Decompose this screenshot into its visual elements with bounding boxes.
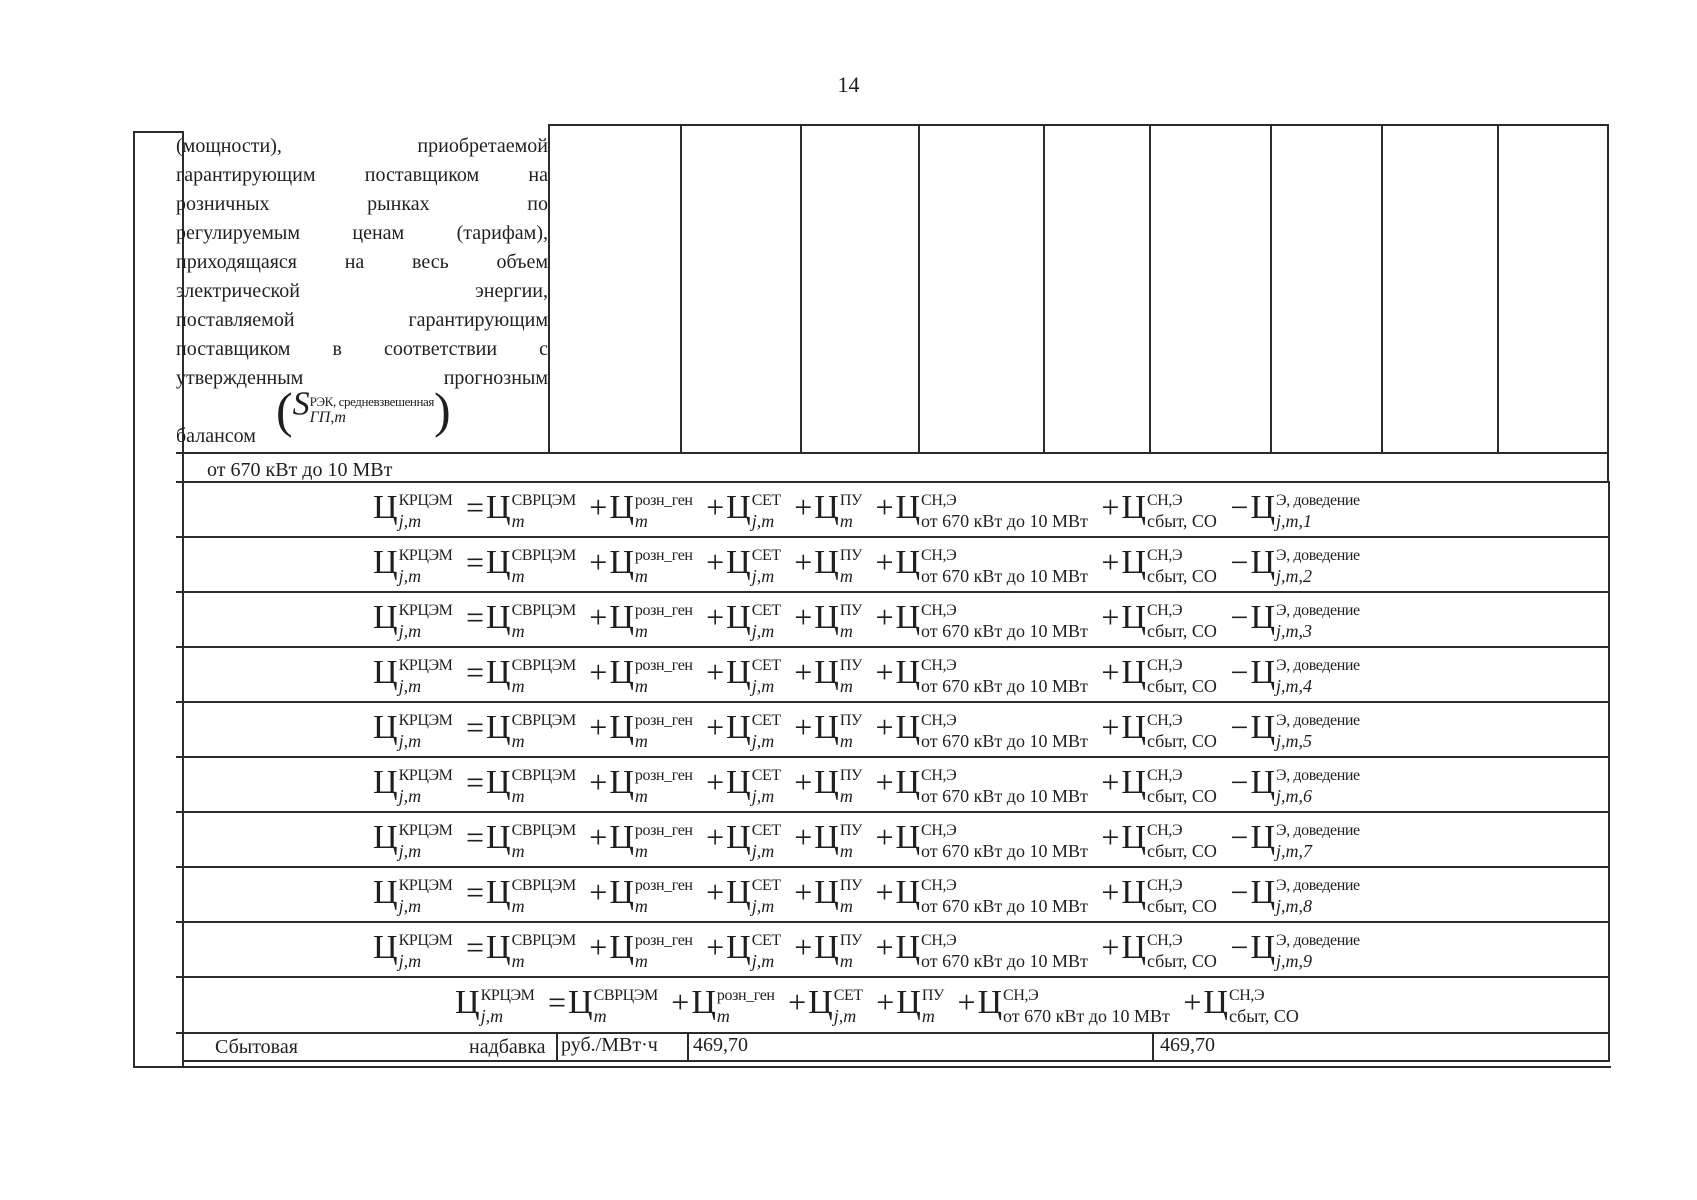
formula-row: Ц КРЦЭМ j,m =Ц СВРЦЭМ m +Ц розн_ген m +Ц СЕТ j,m +Ц ПУ m +Ц СН,Э от 670 кВт до 10 МВт +Ц СН,Э сбыт, СО −Ц Э, доведение j,m,6 xyxy=(373,764,1360,807)
description-line: гарантирующим поставщиком на xyxy=(176,164,548,186)
formula-row: Ц КРЦЭМ j,m =Ц СВРЦЭМ m +Ц розн_ген m +Ц СЕТ j,m +Ц ПУ m +Ц СН,Э от 670 кВт до 10 МВт +Ц СН,Э сбыт, СО −Ц Э, доведение j,m,9 xyxy=(373,929,1360,972)
formula-row: Ц КРЦЭМ j,m =Ц СВРЦЭМ m +Ц розн_ген m +Ц СЕТ j,m +Ц ПУ m +Ц СН,Э от 670 кВт до 10 МВт +Ц СН,Э сбыт, СО −Ц Э, доведение j,m,8 xyxy=(373,874,1360,917)
description-line: поставляемой гарантирующим xyxy=(176,309,548,331)
formula-row: Ц КРЦЭМ j,m =Ц СВРЦЭМ m +Ц розн_ген m +Ц СЕТ j,m +Ц ПУ m +Ц СН,Э от 670 кВт до 10 МВт +Ц СН,Э сбыт, СО −Ц Э, доведение j,m,3 xyxy=(373,599,1360,642)
markup-value: 469,70 xyxy=(1160,1034,1215,1056)
formula-row: Ц КРЦЭМ j,m =Ц СВРЦЭМ m +Ц розн_ген m +Ц СЕТ j,m +Ц ПУ m +Ц СН,Э от 670 кВт до 10 МВт +Ц СН,Э сбыт, СО −Ц Э, доведение j,m,4 xyxy=(373,654,1360,697)
lhs-symbol: Ц xyxy=(373,489,398,526)
description-last-word: балансом xyxy=(176,425,256,447)
section-label: от 670 кВт до 10 МВт xyxy=(207,459,393,481)
lhs-symbol: Ц xyxy=(373,764,398,801)
markup-value: 469,70 xyxy=(693,1034,748,1056)
tariff-description xyxy=(176,132,548,453)
lhs-symbol: Ц xyxy=(373,819,398,856)
description-line: электрической энергии, xyxy=(176,280,548,302)
formula-row: Ц КРЦЭМ j,m =Ц СВРЦЭМ m +Ц розн_ген m +Ц СЕТ j,m +Ц ПУ m +Ц СН,Э от 670 кВт до 10 МВт +Ц СН,Э сбыт, СО −Ц Э, доведение j,m,1 xyxy=(373,489,1360,532)
lhs-symbol: Ц xyxy=(455,984,480,1021)
description-line: приходящаяся на весь объем xyxy=(176,251,548,273)
lhs-symbol: Ц xyxy=(373,929,398,966)
description-line: (мощности), приобретаемой xyxy=(176,135,548,157)
description-line: поставщиком в соответствии с xyxy=(176,338,548,360)
description-line: розничных рынках по xyxy=(176,193,548,215)
formula-row: Ц КРЦЭМ j,m =Ц СВРЦЭМ m +Ц розн_ген m +Ц СЕТ j,m +Ц ПУ m +Ц СН,Э от 670 кВт до 10 МВт +Ц СН,Э сбыт, СО −Ц Э, доведение j,m,7 xyxy=(373,819,1360,862)
lhs-symbol: Ц xyxy=(373,544,398,581)
description-last-line xyxy=(176,382,548,453)
markup-label-left: Сбытовая xyxy=(215,1036,298,1058)
lhs-symbol: Ц xyxy=(373,599,398,636)
description-line: утвержденным прогнозным xyxy=(176,367,548,389)
description-line: регулируемым ценам (тарифам), xyxy=(176,222,548,244)
page-number: 14 xyxy=(837,72,860,97)
formula-row: Ц КРЦЭМ j,m =Ц СВРЦЭМ m +Ц розн_ген m +Ц СЕТ j,m +Ц ПУ m +Ц СН,Э от 670 кВт до 10 МВт +Ц СН,Э сбыт, СО −Ц Э, доведение j,m,5 xyxy=(373,709,1360,752)
lhs-symbol: Ц xyxy=(373,709,398,746)
markup-unit: руб./МВт·ч xyxy=(561,1034,658,1056)
formula-row-final: Ц КРЦЭМ j,m =Ц СВРЦЭМ m +Ц розн_ген m +Ц СЕТ j,m +Ц ПУ m +Ц СН,Э от 670 кВт до 10 МВт +Ц СН,Э сбыт, СО xyxy=(455,984,1299,1027)
formula-row: Ц КРЦЭМ j,m =Ц СВРЦЭМ m +Ц розн_ген m +Ц СЕТ j,m +Ц ПУ m +Ц СН,Э от 670 кВт до 10 МВт +Ц СН,Э сбыт, СО −Ц Э, доведение j,m,2 xyxy=(373,544,1360,587)
lhs-symbol: Ц xyxy=(373,654,398,691)
lhs-symbol: Ц xyxy=(373,874,398,911)
symbol-s-rek: (S РЭК, средневзвешенная ГП,m ) xyxy=(276,382,451,438)
markup-label-right: надбавка xyxy=(469,1036,546,1058)
